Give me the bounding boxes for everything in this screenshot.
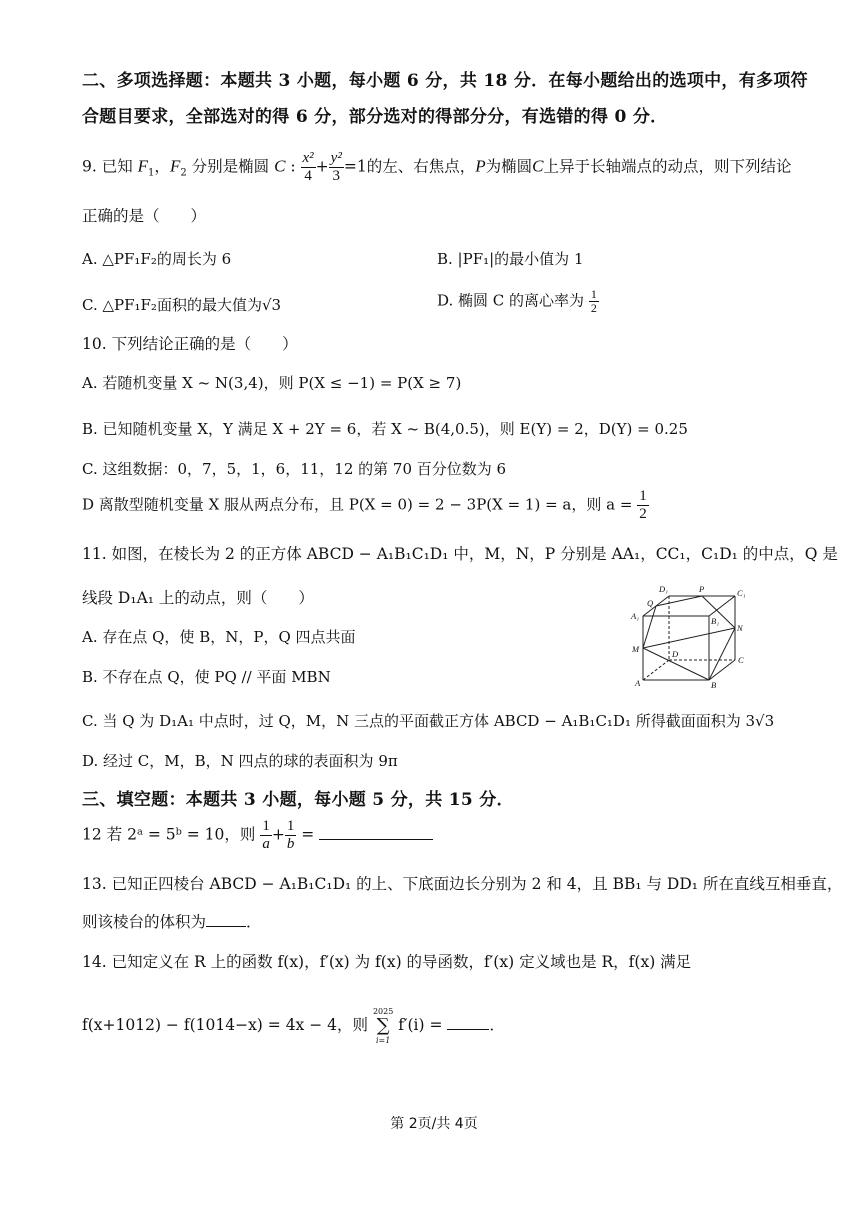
q10-option-d-frac: $\frac{1}{2}$ bbox=[639, 488, 647, 522]
q9-option-a: A. △PF₁F₂的周长为 6 bbox=[82, 250, 232, 268]
q9-stem-b: 分别是椭圆 bbox=[191, 157, 270, 176]
q9-stem-d: 为椭圆 bbox=[485, 157, 533, 176]
q14-sum bbox=[373, 1006, 393, 1046]
label-D1: D₁ bbox=[659, 584, 669, 594]
q9-stem-e: 上异于长轴端点的动点，则下列结论 bbox=[543, 157, 792, 176]
label-A1: A₁ bbox=[631, 611, 640, 621]
q14-line1: 14. 已知定义在 R 上的函数 f(x)，f′(x) 为 f(x) 的导函数，f′(x) 定义域也是 R，f(x) 满足 bbox=[82, 953, 692, 971]
q11-stem: 11. 如图，在棱长为 2 的正方体 ABCD − A₁B₁C₁D₁ 中，M，N，P 分别是 AA₁，CC₁，C₁D₁ 的中点，Q 是 bbox=[82, 545, 838, 563]
q10-option-c: C. 这组数据：0，7，5，1，6，11，12 的第 70 百分位数为 6 bbox=[82, 460, 507, 478]
q12-stem-text: 12 若 2ᵃ = 5ᵇ = 10，则 bbox=[82, 825, 256, 844]
label-C1: C₁ bbox=[737, 588, 746, 598]
q9-ellipse-frac-x: $\frac{\text{x²}}{4}$ bbox=[302, 150, 314, 184]
q14-end: ． bbox=[489, 1016, 505, 1034]
page-footer: 第 2页/共 4页 bbox=[390, 1116, 478, 1132]
label-B1: B₁ bbox=[711, 616, 720, 626]
edge-BC bbox=[709, 660, 735, 680]
section-multi-line1: 二、多项选择题：本题共 3 小题，每小题 6 分，共 18 分．在每小题给出的选项中，有多项符 bbox=[82, 71, 808, 91]
q12-frac-a: $\frac{1}{a}$ bbox=[262, 818, 270, 852]
q14-sum-top: 2025 bbox=[372, 1007, 394, 1016]
q13-line2-text: 则该棱台的体积为 bbox=[82, 913, 207, 931]
q10-stem: 10. 下列结论正确的是（ ） bbox=[82, 335, 298, 353]
q12-answer-blank[interactable] bbox=[319, 839, 433, 840]
q9-option-d bbox=[437, 288, 599, 315]
q9-option-d-text: D. 椭圆 C 的离心率为 bbox=[437, 291, 585, 310]
label-D: D bbox=[672, 649, 679, 659]
q11-option-a: A. 存在点 Q，使 B，N，P，Q 四点共面 bbox=[82, 628, 356, 646]
q14-sum-sign: ∑ bbox=[376, 1015, 390, 1036]
q14-answer-blank[interactable] bbox=[447, 1029, 489, 1030]
q10-option-d bbox=[82, 488, 649, 523]
q12-frac-b: $\frac{1}{b}$ bbox=[286, 818, 295, 852]
line-QM bbox=[643, 606, 656, 648]
label-Q: Q bbox=[647, 598, 654, 608]
q14-line2-pre: f(x+1012) − f(1014−x) = 4x − 4，则 bbox=[82, 1016, 369, 1034]
label-A: A bbox=[635, 678, 641, 688]
label-C: C bbox=[738, 655, 744, 665]
q9-option-b: B. |PF₁|的最小值为 1 bbox=[437, 250, 584, 268]
line-MN bbox=[643, 628, 735, 648]
line-BN bbox=[709, 628, 735, 680]
q11-stem-line2: 线段 D₁A₁ 上的动点，则（ ） bbox=[82, 589, 314, 607]
label-B: B bbox=[711, 680, 717, 690]
q9-stem: 9. 已知 $F_1$，$F_2$ 分别是椭圆 C : $\frac{\text{x²}}{4}$ + $\frac{\text{y²}}{3}$ =1的左、右焦点，P为椭圆C上异于长轴端点的动点，则下列结论 bbox=[82, 150, 792, 184]
cube-figure bbox=[625, 582, 760, 692]
edge-AD bbox=[643, 660, 669, 680]
q9-ellipse-frac-y: $\frac{\text{y²}}{3}$ bbox=[330, 150, 342, 184]
q13-line2 bbox=[82, 910, 262, 932]
q10-option-b: B. 已知随机变量 X，Y 满足 X + 2Y = 6，若 X ~ B(4,0.5)，则 E(Y) = 2，D(Y) = 0.25 bbox=[82, 420, 688, 438]
q9-stem-a: 9. 已知 bbox=[82, 157, 133, 176]
q9-stem-line2: 正确的是（ ） bbox=[82, 207, 207, 225]
q12-eq: = bbox=[301, 825, 315, 844]
q13-end: ． bbox=[246, 913, 262, 931]
q14-line2-post: f′(i) = bbox=[398, 1016, 443, 1034]
q11-option-b: B. 不存在点 Q，使 PQ // 平面 MBN bbox=[82, 668, 331, 686]
label-P: P bbox=[699, 584, 705, 594]
q9-stem-c: 的左、右焦点， bbox=[366, 157, 476, 176]
q9-option-c: C. △PF₁F₂面积的最大值为√3 bbox=[82, 296, 282, 314]
q10-option-d-text: D 离散型随机变量 X 服从两点分布，且 P(X = 0) = 2 − 3P(X = 1) = a，则 a = bbox=[82, 495, 633, 514]
label-M: M bbox=[632, 644, 640, 654]
q11-option-d: D. 经过 C，M，B，N 四点的球的表面积为 9π bbox=[82, 752, 398, 770]
q9-option-d-frac: $\frac{1}{2}$ bbox=[590, 287, 597, 315]
q14-line2 bbox=[82, 1006, 505, 1046]
label-N: N bbox=[737, 623, 743, 633]
q13-line1: 13. 已知正四棱台 ABCD − A₁B₁C₁D₁ 的上、下底面边长分别为 2 和 4，且 BB₁ 与 DD₁ 所在直线互相垂直， bbox=[82, 875, 843, 893]
q13-answer-blank[interactable] bbox=[206, 926, 246, 927]
q12-stem bbox=[82, 818, 433, 853]
q10-option-a: A. 若随机变量 X ~ N(3,4)，则 P(X ≤ −1) = P(X ≥ 7) bbox=[82, 374, 462, 392]
section-fill-line1: 三、填空题：本题共 3 小题，每小题 5 分，共 15 分． bbox=[82, 790, 514, 810]
q12-plus: + bbox=[271, 825, 285, 844]
q14-sum-bottom: i=1 bbox=[375, 1036, 391, 1045]
section-multi-line2: 合题目要求，全部选对的得 6 分，部分选对的得部分分，有选错的得 0 分． bbox=[82, 107, 668, 127]
q11-option-c: C. 当 Q 为 D₁A₁ 中点时，过 Q，M，N 三点的平面截正方体 ABCD − A₁B₁C₁D₁ 所得截面面积为 3√3 bbox=[82, 712, 775, 730]
